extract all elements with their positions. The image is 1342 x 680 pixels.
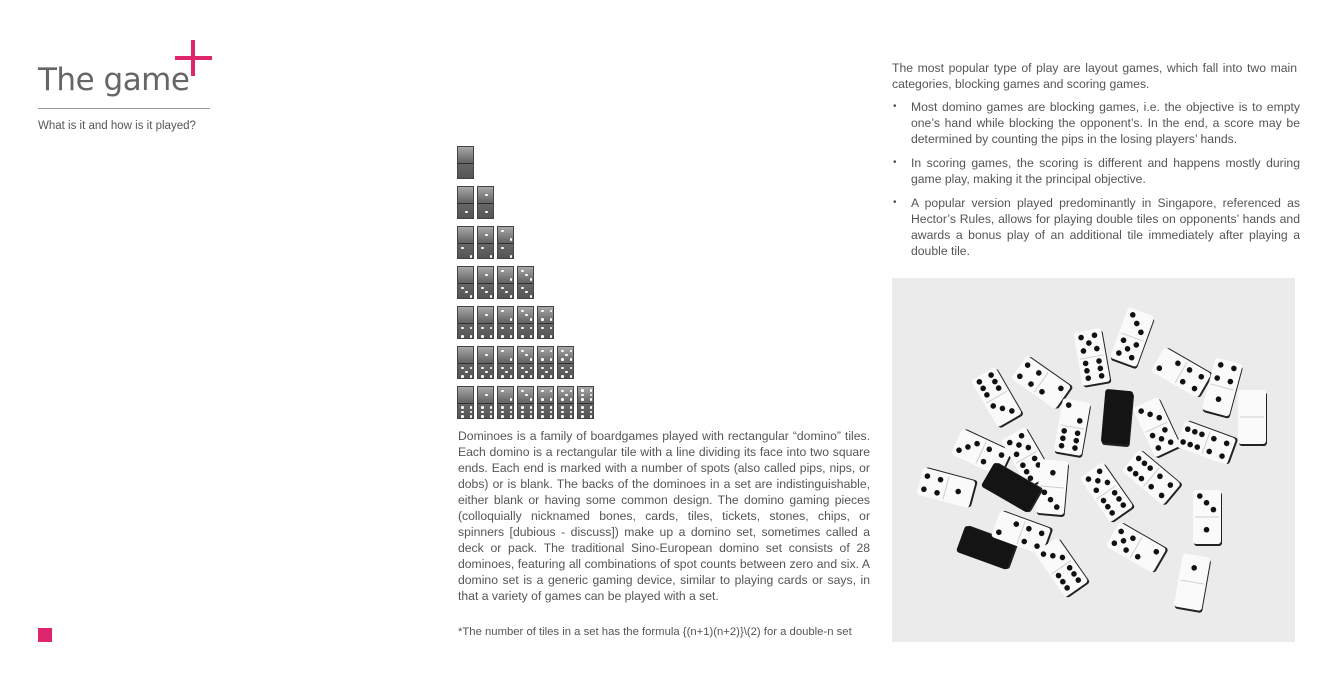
domino-pip xyxy=(550,375,553,378)
photo-domino xyxy=(1173,553,1211,613)
domino-pip xyxy=(561,411,564,414)
domino-pip xyxy=(530,278,533,281)
domino-pip xyxy=(521,310,524,313)
domino-pip xyxy=(525,394,528,397)
bullet-icon: • xyxy=(893,197,897,208)
domino-pip xyxy=(490,255,493,258)
domino-half xyxy=(558,404,573,420)
domino-pip xyxy=(565,354,568,357)
domino-pip xyxy=(581,394,584,397)
domino-pip xyxy=(481,287,484,290)
domino-pip xyxy=(470,406,473,409)
domino-tile xyxy=(457,146,474,179)
domino-pip xyxy=(481,247,484,250)
domino-tile xyxy=(517,306,534,339)
domino-half xyxy=(498,267,513,283)
domino-half xyxy=(458,187,473,203)
list-item xyxy=(892,155,1300,187)
domino-pip xyxy=(550,327,553,330)
list-item xyxy=(892,195,1300,259)
domino-pip xyxy=(570,390,573,393)
domino-pip xyxy=(530,327,533,330)
photo-domino-face xyxy=(1101,389,1134,445)
domino-pip xyxy=(550,411,553,414)
domino-pip xyxy=(541,318,544,321)
domino-pip xyxy=(510,327,513,330)
domino-half xyxy=(558,347,573,363)
domino-pip xyxy=(461,327,464,330)
domino-pip xyxy=(510,406,513,409)
page-subtitle: What is it and how is it played? xyxy=(38,120,196,132)
domino-pip xyxy=(521,390,524,393)
domino-tile xyxy=(457,386,474,419)
domino-pip xyxy=(550,398,553,401)
domino-pip xyxy=(485,274,488,277)
domino-pip xyxy=(485,211,488,214)
photo-domino xyxy=(1151,346,1214,399)
domino-pip xyxy=(561,406,564,409)
domino-pip xyxy=(481,367,484,370)
domino-half xyxy=(458,404,473,420)
domino-pip xyxy=(530,415,533,418)
domino-pip xyxy=(461,411,464,414)
domino-pip xyxy=(490,367,493,370)
domino-pip xyxy=(570,406,573,409)
domino-pip xyxy=(550,350,553,353)
domino-pip xyxy=(485,194,488,197)
domino-half xyxy=(458,267,473,283)
domino-tile xyxy=(577,386,594,419)
domino-tile xyxy=(497,346,514,379)
list-item xyxy=(892,99,1300,147)
domino-pip xyxy=(561,375,564,378)
domino-tile xyxy=(477,346,494,379)
dominoes-photo-image xyxy=(892,278,1295,642)
domino-pip xyxy=(461,406,464,409)
domino-half xyxy=(478,307,493,323)
domino-pip xyxy=(541,411,544,414)
domino-pip xyxy=(530,375,533,378)
domino-pip xyxy=(510,255,513,258)
domino-pip xyxy=(501,335,504,338)
domino-tile xyxy=(497,386,514,419)
domino-pip xyxy=(490,335,493,338)
domino-pip xyxy=(521,411,524,414)
domino-pip xyxy=(481,415,484,418)
domino-pip xyxy=(501,327,504,330)
domino-pip xyxy=(490,406,493,409)
domino-pip xyxy=(581,406,584,409)
domino-pip xyxy=(541,335,544,338)
domino-pip xyxy=(485,354,488,357)
photo-domino xyxy=(1073,328,1111,388)
domino-half xyxy=(498,307,513,323)
domino-pip xyxy=(565,371,568,374)
domino-pip xyxy=(465,371,468,374)
domino-half xyxy=(518,347,533,363)
domino-half xyxy=(518,387,533,403)
domino-pip xyxy=(541,367,544,370)
domino-pip xyxy=(590,394,593,397)
domino-pip xyxy=(485,314,488,317)
domino-pip xyxy=(525,291,528,294)
domino-half xyxy=(478,404,493,420)
domino-pip xyxy=(470,415,473,418)
domino-pip xyxy=(461,375,464,378)
domino-half xyxy=(498,284,513,300)
domino-pip xyxy=(510,335,513,338)
domino-pip xyxy=(490,375,493,378)
domino-pip xyxy=(590,406,593,409)
domino-half xyxy=(578,387,593,403)
domino-pip xyxy=(570,367,573,370)
domino-pip xyxy=(530,398,533,401)
domino-pip xyxy=(510,415,513,418)
domino-half xyxy=(458,364,473,380)
domino-pip xyxy=(550,406,553,409)
domino-pip xyxy=(521,335,524,338)
domino-half xyxy=(538,387,553,403)
domino-pip xyxy=(541,406,544,409)
domino-pip xyxy=(485,291,488,294)
domino-half xyxy=(498,404,513,420)
domino-half xyxy=(458,227,473,243)
domino-pip xyxy=(510,295,513,298)
domino-half xyxy=(498,324,513,340)
domino-half xyxy=(478,267,493,283)
list-item-text: Most domino games are blocking games, i.e. the objective is to empty one’s hand while blocking the opponent’s. In the end, a score may be determined by counting the pips in the losing players’ hands. xyxy=(911,100,1300,146)
domino-half xyxy=(518,324,533,340)
domino-pip xyxy=(525,314,528,317)
page-title: The game xyxy=(38,62,190,98)
footnote: *The number of tiles in a set has the formula {(n+1)(n+2)}\(2) for a double-n set xyxy=(458,626,852,638)
domino-half xyxy=(458,387,473,403)
domino-pip xyxy=(530,318,533,321)
photo-domino xyxy=(1193,490,1222,546)
domino-pip xyxy=(561,398,564,401)
domino-tile xyxy=(497,306,514,339)
domino-pip xyxy=(510,358,513,361)
domino-pip xyxy=(485,394,488,397)
domino-pip xyxy=(561,367,564,370)
photo-domino xyxy=(1109,307,1155,370)
domino-pip xyxy=(570,375,573,378)
domino-pip xyxy=(570,411,573,414)
domino-pip xyxy=(490,295,493,298)
domino-pip xyxy=(481,327,484,330)
domino-pip xyxy=(541,390,544,393)
domino-half xyxy=(478,347,493,363)
domino-half xyxy=(518,307,533,323)
domino-pip xyxy=(470,295,473,298)
domino-half xyxy=(518,267,533,283)
domino-pip xyxy=(510,367,513,370)
domino-half xyxy=(478,187,493,203)
domino-pip xyxy=(530,411,533,414)
domino-pip xyxy=(521,287,524,290)
domino-pip xyxy=(501,270,504,273)
domino-pip xyxy=(530,295,533,298)
domino-half xyxy=(478,324,493,340)
domino-pip xyxy=(565,394,568,397)
domino-pip xyxy=(541,375,544,378)
photo-domino xyxy=(1101,389,1135,447)
domino-half xyxy=(458,347,473,363)
domino-pip xyxy=(550,390,553,393)
domino-tile xyxy=(537,346,554,379)
domino-pip xyxy=(510,375,513,378)
domino-half xyxy=(498,347,513,363)
domino-tile xyxy=(537,386,554,419)
domino-pip xyxy=(501,230,504,233)
title-divider xyxy=(38,108,210,109)
domino-pip xyxy=(550,358,553,361)
domino-pip xyxy=(510,398,513,401)
domino-half xyxy=(458,164,473,180)
main-description: Dominoes is a family of boardgames played with rectangular “domino” tiles. Each domino is a rectangular tile with a line dividing its face into two square ends. Each end is marked with a number of spots (also called pips, nips, or dobs) or is blank. The backs of the dominoes in a set are indistinguishable, either blank or having some common design. The domino gaming pieces (colloquially nicknamed bones, cards, tiles, tickets, stones, chips, or spinners [dubious - discuss]) make up a domino set, sometimes called a deck or pack. The traditional Sino-European domino set consists of 28 dominoes, featuring all combinations of spot counts between zero and six. A domino set is a generic gaming device, similar to playing cards or says, in that a variety of games can be played with a set. xyxy=(458,429,870,603)
domino-pip xyxy=(530,335,533,338)
domino-pip xyxy=(461,415,464,418)
domino-tile xyxy=(477,386,494,419)
domino-pip xyxy=(490,411,493,414)
photo-domino xyxy=(1176,419,1239,465)
domino-pip xyxy=(550,310,553,313)
domino-pip xyxy=(481,411,484,414)
domino-pip xyxy=(481,335,484,338)
domino-pip xyxy=(510,238,513,241)
domino-half xyxy=(478,284,493,300)
domino-pip xyxy=(521,367,524,370)
list-item-text: A popular version played predominantly in Singapore, referenced as Hector’s Rules, allows for playing double tiles on opponents’ hands and awards a bonus play of an additional tile immediately after playing a double tile. xyxy=(911,196,1300,258)
domino-pip xyxy=(541,415,544,418)
domino-tile xyxy=(457,226,474,259)
domino-pip xyxy=(570,415,573,418)
dominoes-photo xyxy=(892,278,1295,642)
domino-half xyxy=(518,284,533,300)
domino-half xyxy=(458,307,473,323)
domino-half xyxy=(458,284,473,300)
domino-pip xyxy=(470,255,473,258)
domino-tile xyxy=(517,386,534,419)
domino-pip xyxy=(501,247,504,250)
domino-tile xyxy=(537,306,554,339)
intro-paragraph: The most popular type of play are layout games, which fall into two main categories, blocking games and scoring games. xyxy=(892,61,1297,91)
photo-domino-pip xyxy=(1204,500,1210,506)
domino-pip xyxy=(461,287,464,290)
domino-tile xyxy=(477,226,494,259)
domino-pip xyxy=(581,398,584,401)
domino-pip xyxy=(550,367,553,370)
domino-tile xyxy=(457,306,474,339)
domino-pip xyxy=(581,389,584,392)
photo-domino xyxy=(1122,449,1184,507)
domino-pip xyxy=(570,398,573,401)
domino-half xyxy=(558,387,573,403)
domino-half xyxy=(478,364,493,380)
domino-pip xyxy=(521,406,524,409)
domino-half xyxy=(518,364,533,380)
domino-pip xyxy=(501,415,504,418)
domino-tile xyxy=(557,386,574,419)
domino-pip xyxy=(501,367,504,370)
domino-pip xyxy=(470,411,473,414)
domino-half xyxy=(458,204,473,220)
domino-pip xyxy=(521,327,524,330)
domino-pip xyxy=(461,367,464,370)
bullet-icon: • xyxy=(893,157,897,168)
domino-pip xyxy=(590,398,593,401)
domino-half xyxy=(478,204,493,220)
domino-pip xyxy=(570,350,573,353)
photo-domino xyxy=(1132,396,1182,459)
domino-pip xyxy=(561,415,564,418)
domino-pip xyxy=(470,375,473,378)
domino-pip xyxy=(521,375,524,378)
domino-pip xyxy=(541,398,544,401)
domino-pip xyxy=(525,371,528,374)
domino-half xyxy=(498,387,513,403)
domino-tile xyxy=(457,266,474,299)
domino-tile xyxy=(477,266,494,299)
domino-pip xyxy=(465,211,468,214)
domino-half xyxy=(578,404,593,420)
domino-half xyxy=(558,364,573,380)
photo-domino-pip xyxy=(1211,507,1217,513)
domino-pip xyxy=(481,406,484,409)
domino-pip xyxy=(530,406,533,409)
domino-tile xyxy=(477,306,494,339)
domino-half xyxy=(498,227,513,243)
photo-domino xyxy=(1201,357,1244,419)
plus-icon-bar-vertical xyxy=(191,40,195,76)
domino-tile xyxy=(457,186,474,219)
domino-pip xyxy=(505,371,508,374)
domino-pip xyxy=(550,335,553,338)
plus-icon xyxy=(175,40,212,76)
photo-domino xyxy=(1106,521,1169,574)
domino-half xyxy=(538,307,553,323)
domino-half xyxy=(538,364,553,380)
domino-tile xyxy=(457,346,474,379)
domino-pip xyxy=(550,318,553,321)
domino-pip xyxy=(501,350,504,353)
domino-tile xyxy=(517,266,534,299)
domino-pip xyxy=(470,327,473,330)
domino-pip xyxy=(490,415,493,418)
domino-half xyxy=(458,324,473,340)
domino-pip xyxy=(561,358,564,361)
domino-pip xyxy=(501,406,504,409)
domino-pip xyxy=(530,367,533,370)
domino-half xyxy=(538,347,553,363)
domino-half xyxy=(518,404,533,420)
domino-pip xyxy=(461,247,464,250)
domino-half xyxy=(458,244,473,260)
domino-pip xyxy=(590,415,593,418)
domino-half xyxy=(478,227,493,243)
domino-half xyxy=(498,244,513,260)
domino-pip xyxy=(490,327,493,330)
domino-tile xyxy=(497,266,514,299)
domino-half xyxy=(538,324,553,340)
domino-tile xyxy=(557,346,574,379)
domino-pip xyxy=(465,291,468,294)
domino-pip xyxy=(461,335,464,338)
domino-pip xyxy=(581,411,584,414)
domino-pip xyxy=(470,335,473,338)
domino-pip xyxy=(561,350,564,353)
domino-pip xyxy=(541,350,544,353)
domino-pip xyxy=(501,375,504,378)
domino-half xyxy=(538,404,553,420)
domino-pip xyxy=(505,291,508,294)
domino-pip xyxy=(501,411,504,414)
domino-pip xyxy=(541,310,544,313)
domino-pip xyxy=(510,278,513,281)
domino-pip xyxy=(521,270,524,273)
domino-pip xyxy=(521,415,524,418)
domino-pip xyxy=(550,415,553,418)
bullet-icon: • xyxy=(893,101,897,112)
square-icon xyxy=(38,628,52,642)
photo-domino xyxy=(1238,390,1267,446)
game-types-list xyxy=(892,99,1300,267)
photo-domino-pip xyxy=(1197,493,1203,499)
domino-pip xyxy=(590,389,593,392)
domino-tile xyxy=(517,346,534,379)
domino-pip xyxy=(501,390,504,393)
domino-half xyxy=(458,147,473,163)
domino-pip xyxy=(581,415,584,418)
domino-pip xyxy=(525,354,528,357)
domino-pip xyxy=(470,367,473,370)
domino-pip xyxy=(485,371,488,374)
domino-pip xyxy=(590,411,593,414)
domino-pip xyxy=(541,327,544,330)
photo-domino xyxy=(916,466,978,509)
domino-pip xyxy=(561,390,564,393)
domino-tile xyxy=(477,186,494,219)
domino-pip xyxy=(501,310,504,313)
domino-pip xyxy=(510,318,513,321)
list-item-text: In scoring games, the scoring is different and happens mostly during game play, making it the principal objective. xyxy=(911,156,1300,186)
domino-pip xyxy=(485,234,488,237)
domino-pip xyxy=(541,358,544,361)
domino-pip xyxy=(481,375,484,378)
domino-pip xyxy=(545,371,548,374)
domino-tile xyxy=(497,226,514,259)
domino-pip xyxy=(501,287,504,290)
domino-pip xyxy=(521,350,524,353)
domino-half xyxy=(478,244,493,260)
domino-pip xyxy=(570,358,573,361)
domino-pip xyxy=(530,358,533,361)
domino-pip xyxy=(510,411,513,414)
domino-half xyxy=(478,387,493,403)
domino-pip xyxy=(525,274,528,277)
photo-domino-pip xyxy=(1204,527,1210,533)
domino-half xyxy=(498,364,513,380)
